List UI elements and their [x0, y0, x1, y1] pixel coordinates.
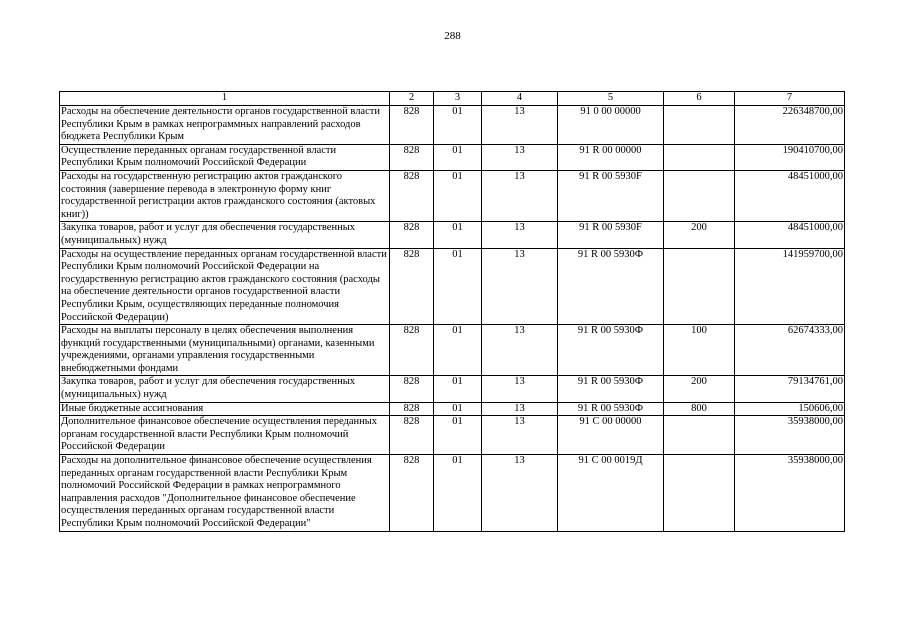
expense-type-cell	[664, 106, 735, 145]
section-cell: 01	[434, 170, 482, 221]
expense-type-cell	[664, 455, 735, 532]
section-cell: 01	[434, 106, 482, 145]
subsection-cell: 13	[482, 402, 558, 416]
table-row	[60, 455, 845, 532]
expense-type-cell: 200	[664, 376, 735, 402]
subsection-cell: 13	[482, 455, 558, 532]
row-name-cell: Расходы на дополнительное финансовое обеспечение осуществления переданных органам государственной власти Республики Крым полномочий Российской Федерации в рамках непрограммного направления расходов "Дополнительное финансовое обеспечение осуществления переданных органам государственной власти Республики Крым полномочий Российской Федерации"	[60, 455, 390, 532]
table-row	[60, 325, 845, 376]
grbs-cell: 828	[390, 106, 434, 145]
expense-type-cell: 100	[664, 325, 735, 376]
row-name-cell: Расходы на выплаты персоналу в целях обеспечения выполнения функций государственными (муниципальными) органами, казенными учреждениями, органами управления государственными внебюджетными фондами	[60, 325, 390, 376]
table-row	[60, 416, 845, 455]
table-row	[60, 106, 845, 145]
subsection-cell: 13	[482, 106, 558, 145]
subsection-cell: 13	[482, 376, 558, 402]
target-article-cell: 91 0 00 00000	[558, 106, 664, 145]
subsection-cell: 13	[482, 248, 558, 325]
amount-cell: 79134761,00	[735, 376, 845, 402]
section-cell: 01	[434, 325, 482, 376]
table-row	[60, 248, 845, 325]
expense-type-cell: 800	[664, 402, 735, 416]
column-header: 3	[434, 92, 482, 106]
grbs-cell: 828	[390, 325, 434, 376]
column-header: 1	[60, 92, 390, 106]
page-number: 288	[444, 30, 461, 42]
table-row	[60, 170, 845, 221]
subsection-cell: 13	[482, 416, 558, 455]
amount-cell: 62674333,00	[735, 325, 845, 376]
target-article-cell: 91 С 00 0019Д	[558, 455, 664, 532]
grbs-cell: 828	[390, 402, 434, 416]
grbs-cell: 828	[390, 170, 434, 221]
expense-type-cell: 200	[664, 222, 735, 248]
grbs-cell: 828	[390, 144, 434, 170]
column-header: 6	[664, 92, 735, 106]
table-row	[60, 376, 845, 402]
amount-cell: 48451000,00	[735, 170, 845, 221]
target-article-cell: 91 R 00 00000	[558, 144, 664, 170]
section-cell: 01	[434, 402, 482, 416]
row-name-cell: Расходы на осуществление переданных органам государственной власти Республики Крым полномочий Российской Федерации на государственную регистрацию актов гражданского состояния (расходы на обеспечение деятельности органов государственной власти Республики Крым, осуществляющих переданные полномочия Российской Федерации)	[60, 248, 390, 325]
target-article-cell: 91 R 00 5930Ф	[558, 376, 664, 402]
expense-type-cell	[664, 144, 735, 170]
column-header: 4	[482, 92, 558, 106]
amount-cell: 35938000,00	[735, 455, 845, 532]
row-name-cell: Расходы на обеспечение деятельности органов государственной власти Республики Крым в рамках непрограммных направлений расходов бюджета Республики Крым	[60, 106, 390, 145]
grbs-cell: 828	[390, 455, 434, 532]
grbs-cell: 828	[390, 416, 434, 455]
column-header: 2	[390, 92, 434, 106]
amount-cell: 141959700,00	[735, 248, 845, 325]
column-header: 7	[735, 92, 845, 106]
target-article-cell: 91 С 00 00000	[558, 416, 664, 455]
amount-cell: 35938000,00	[735, 416, 845, 455]
budget-table	[59, 91, 845, 532]
grbs-cell: 828	[390, 248, 434, 325]
section-cell: 01	[434, 144, 482, 170]
row-name-cell: Закупка товаров, работ и услуг для обеспечения государственных (муниципальных) нужд	[60, 222, 390, 248]
subsection-cell: 13	[482, 144, 558, 170]
section-cell: 01	[434, 455, 482, 532]
expense-type-cell	[664, 170, 735, 221]
section-cell: 01	[434, 222, 482, 248]
subsection-cell: 13	[482, 170, 558, 221]
subsection-cell: 13	[482, 222, 558, 248]
expense-type-cell	[664, 416, 735, 455]
section-cell: 01	[434, 248, 482, 325]
target-article-cell: 91 R 00 5930Ф	[558, 402, 664, 416]
row-name-cell: Закупка товаров, работ и услуг для обеспечения государственных (муниципальных) нужд	[60, 376, 390, 402]
table-row	[60, 402, 845, 416]
row-name-cell: Осуществление переданных органам государственной власти Республики Крым полномочий Российской Федерации	[60, 144, 390, 170]
table-row	[60, 222, 845, 248]
grbs-cell: 828	[390, 376, 434, 402]
section-cell: 01	[434, 416, 482, 455]
target-article-cell: 91 R 00 5930Ф	[558, 325, 664, 376]
grbs-cell: 828	[390, 222, 434, 248]
row-name-cell: Дополнительное финансовое обеспечение осуществления переданных органам государственной власти Республики Крым полномочий Российской Федерации	[60, 416, 390, 455]
target-article-cell: 91 R 00 5930F	[558, 170, 664, 221]
row-name-cell: Иные бюджетные ассигнования	[60, 402, 390, 416]
amount-cell: 190410700,00	[735, 144, 845, 170]
column-header: 5	[558, 92, 664, 106]
target-article-cell: 91 R 00 5930F	[558, 222, 664, 248]
header-row	[60, 92, 845, 106]
amount-cell: 226348700,00	[735, 106, 845, 145]
target-article-cell: 91 R 00 5930Ф	[558, 248, 664, 325]
expense-type-cell	[664, 248, 735, 325]
section-cell: 01	[434, 376, 482, 402]
amount-cell: 150606,00	[735, 402, 845, 416]
subsection-cell: 13	[482, 325, 558, 376]
table-row	[60, 144, 845, 170]
row-name-cell: Расходы на государственную регистрацию актов гражданского состояния (завершение перевода в электронную форму книг государственной регистрации актов гражданского состояния (актовых книг))	[60, 170, 390, 221]
amount-cell: 48451000,00	[735, 222, 845, 248]
